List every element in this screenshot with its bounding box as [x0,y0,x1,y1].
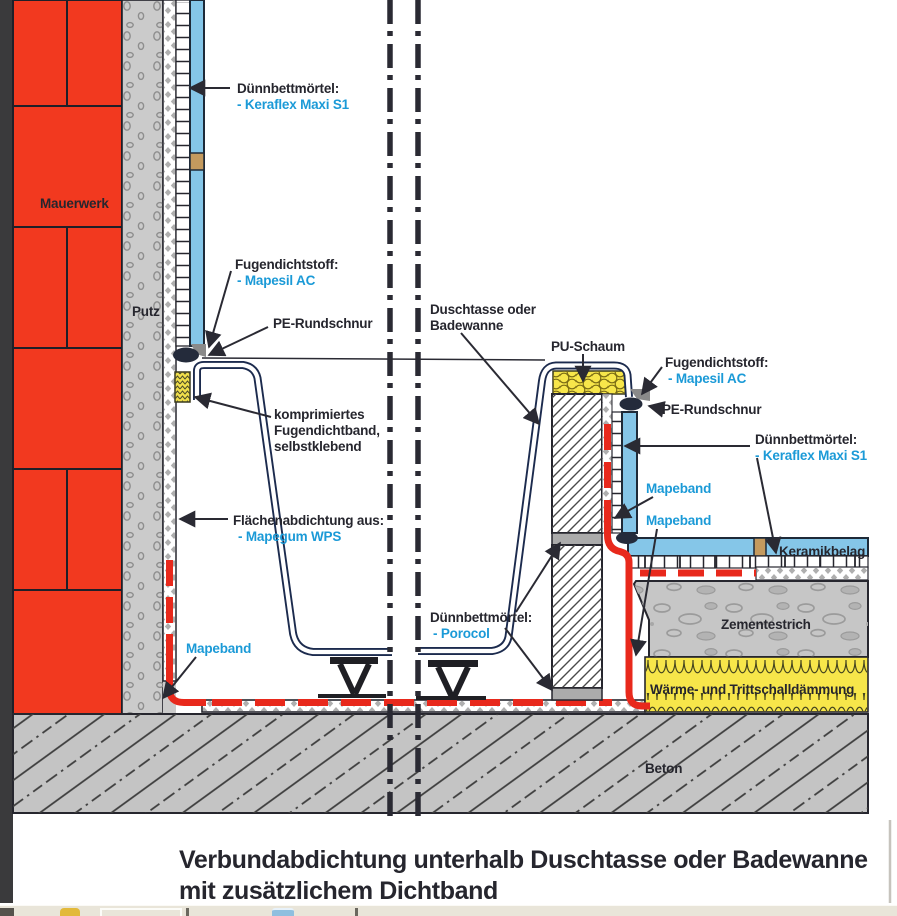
wall-ceramic-tile [190,0,204,346]
support-block [552,394,602,700]
label-keramikbelag: Keramikbelag [779,544,866,559]
mauerwerk-brick-wall [13,0,122,714]
figure-title-line2: mit zusätzlichem Dichtband [179,877,498,905]
floor-surface-seal-strip [756,567,868,580]
label-keraflex-left: - Keraflex Maxi S1 [237,97,349,112]
label-compressed-2: Fugendichtband, [274,423,380,438]
label-surface-seal: Flächenabdichtung aus: [233,513,384,528]
label-porocol: - Porocol [433,626,490,641]
wall-thinbed-mortar-layer [176,0,190,346]
porocol-mortar-band-bottom [552,688,602,700]
taskbar-start-stub[interactable] [0,908,14,916]
label-mapegum: - Mapegum WPS [238,529,342,544]
label-putz: Putz [132,304,160,319]
label-thinbed-left: Dünnbettmörtel: [237,81,339,96]
label-pe-cord-right: PE-Rundschnur [662,402,762,417]
figure-title-line1: Verbundabdichtung unterhalb Duschtasse oder Badewanne [179,846,868,874]
pu-foam-block [553,371,626,394]
label-compressed-1: komprimiertes [274,407,365,422]
apron-ceramic-tile [622,412,637,533]
label-pu-foam: PU-Schaum [551,339,625,354]
pe-cord-floor-joint [616,532,638,544]
label-mauerwerk: Mauerwerk [40,196,109,211]
label-mapesil-right: - Mapesil AC [668,371,747,386]
label-thinbed-right: Dünnbettmörtel: [755,432,857,447]
taskbar-divider-1 [186,908,189,916]
label-insulation: Wärme- und Trittschalldämmung [650,682,855,697]
tile-grout-joint [190,153,204,170]
label-thinbed-porocol: Dünnbettmörtel: [430,610,532,625]
label-pe-cord-left: PE-Rundschnur [273,316,373,331]
taskbar-icon-blue[interactable] [272,908,294,916]
taskbar-icon-yellow[interactable] [60,908,80,916]
label-beton: Beton [645,761,683,776]
taskbar-window-button[interactable] [100,908,182,916]
label-mapesil-left: - Mapesil AC [237,273,316,288]
label-mapeband-r1: Mapeband [646,481,712,496]
label-keraflex-right: - Keraflex Maxi S1 [755,448,867,463]
label-mapeband-r2: Mapeband [646,513,712,528]
compressed-joint-band [175,372,190,402]
label-mapeband-left: Mapeband [186,641,252,656]
label-tub-2: Badewanne [430,318,504,333]
viewer-left-strip [0,0,13,903]
beton-concrete-slab [13,714,868,813]
label-sealant-right: Fugendichtstoff: [665,355,769,370]
label-sealant-left: Fugendichtstoff: [235,257,339,272]
taskbar-divider-2 [355,908,358,916]
label-compressed-3: selbstklebend [274,439,362,454]
taskbar [0,905,897,916]
label-zementestrich: Zementestrich [721,617,811,632]
pe-cord-left [173,348,199,363]
pe-cord-right [620,398,643,411]
floor-grout-joint [754,538,766,556]
label-tub-1: Duschtasse oder [430,302,536,317]
